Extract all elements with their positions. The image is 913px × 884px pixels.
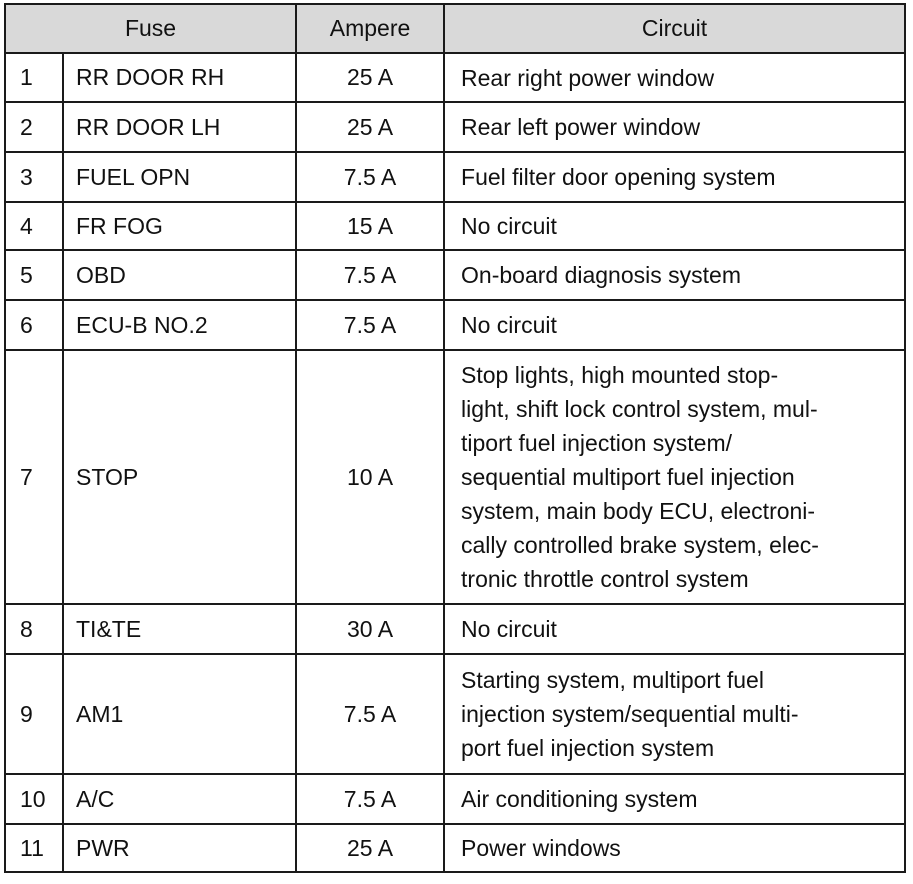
- fuse-ampere: 15 A: [296, 202, 444, 250]
- fuse-ampere: 30 A: [296, 604, 444, 654]
- fuse-name: RR DOOR LH: [63, 102, 296, 152]
- circuit-line: system, main body ECU, electroni-: [461, 498, 816, 524]
- circuit-line: Air conditioning system: [461, 786, 698, 812]
- fuse-ampere: 7.5 A: [296, 250, 444, 300]
- circuit-line: light, shift lock control system, mul-: [461, 396, 818, 422]
- fuse-name: FR FOG: [63, 202, 296, 250]
- fuse-circuit: [444, 53, 905, 102]
- fuse-number: 8: [5, 604, 63, 654]
- circuit-line: Starting system, multiport fuel: [461, 667, 764, 693]
- fuse-name: STOP: [63, 350, 296, 604]
- table-row: [5, 202, 905, 250]
- circuit-line: Stop lights, high mounted stop-: [461, 362, 779, 388]
- fuse-circuit: [444, 824, 905, 872]
- fuse-name: ECU-B NO.2: [63, 300, 296, 350]
- fuse-number: 2: [5, 102, 63, 152]
- fuse-name: AM1: [63, 654, 296, 774]
- header-fuse: Fuse: [5, 4, 296, 53]
- fuse-ampere: 25 A: [296, 53, 444, 102]
- fuse-circuit: [444, 604, 905, 654]
- fuse-name: PWR: [63, 824, 296, 872]
- fuse-ampere: 7.5 A: [296, 300, 444, 350]
- table-row: [5, 53, 905, 102]
- circuit-line: No circuit: [461, 616, 557, 642]
- fuse-table: [4, 3, 906, 873]
- fuse-number: 9: [5, 654, 63, 774]
- header-circuit: Circuit: [444, 4, 905, 53]
- fuse-name: A/C: [63, 774, 296, 824]
- circuit-line: No circuit: [461, 312, 557, 338]
- fuse-circuit: [444, 350, 905, 604]
- circuit-line: No circuit: [461, 213, 557, 239]
- fuse-circuit: [444, 152, 905, 202]
- circuit-line: port fuel injection system: [461, 735, 715, 761]
- table-row: [5, 604, 905, 654]
- fuse-name: RR DOOR RH: [63, 53, 296, 102]
- circuit-line: Power windows: [461, 835, 621, 861]
- table-header-row: [5, 4, 905, 53]
- fuse-name: FUEL OPN: [63, 152, 296, 202]
- fuse-name: OBD: [63, 250, 296, 300]
- circuit-line: tronic throttle control system: [461, 566, 749, 592]
- fuse-number: 3: [5, 152, 63, 202]
- fuse-number: 1: [5, 53, 63, 102]
- table-row: [5, 774, 905, 824]
- fuse-ampere: 25 A: [296, 824, 444, 872]
- fuse-ampere: 7.5 A: [296, 152, 444, 202]
- fuse-number: 7: [5, 350, 63, 604]
- table-row: [5, 300, 905, 350]
- fuse-ampere: 10 A: [296, 350, 444, 604]
- fuse-ampere: 25 A: [296, 102, 444, 152]
- circuit-line: Rear right power window: [461, 64, 715, 91]
- fuse-circuit: [444, 202, 905, 250]
- table-body: [5, 53, 905, 872]
- fuse-number: 6: [5, 300, 63, 350]
- fuse-circuit: [444, 300, 905, 350]
- fuse-ampere: 7.5 A: [296, 774, 444, 824]
- table-row: [5, 824, 905, 872]
- circuit-line: cally controlled brake system, elec-: [461, 532, 819, 558]
- table-row: [5, 152, 905, 202]
- fuse-number: 11: [5, 824, 63, 872]
- header-ampere: Ampere: [296, 4, 444, 53]
- fuse-circuit: [444, 250, 905, 300]
- fuse-number: 10: [5, 774, 63, 824]
- fuse-name: TI&TE: [63, 604, 296, 654]
- fuse-ampere: 7.5 A: [296, 654, 444, 774]
- circuit-line: On-board diagnosis system: [461, 262, 741, 288]
- table-row: [5, 350, 905, 604]
- fuse-circuit: [444, 774, 905, 824]
- circuit-line: injection system/sequential multi-: [461, 701, 799, 727]
- fuse-circuit: [444, 654, 905, 774]
- fuse-circuit: [444, 102, 905, 152]
- circuit-line: sequential multiport fuel injection: [461, 464, 795, 490]
- fuse-number: 4: [5, 202, 63, 250]
- fuse-number: 5: [5, 250, 63, 300]
- circuit-line: Rear left power window: [461, 114, 701, 140]
- table-row: [5, 654, 905, 774]
- table-row: [5, 102, 905, 152]
- circuit-line: tiport fuel injection system/: [461, 430, 733, 456]
- circuit-line: Fuel filter door opening system: [461, 164, 776, 190]
- table-row: [5, 250, 905, 300]
